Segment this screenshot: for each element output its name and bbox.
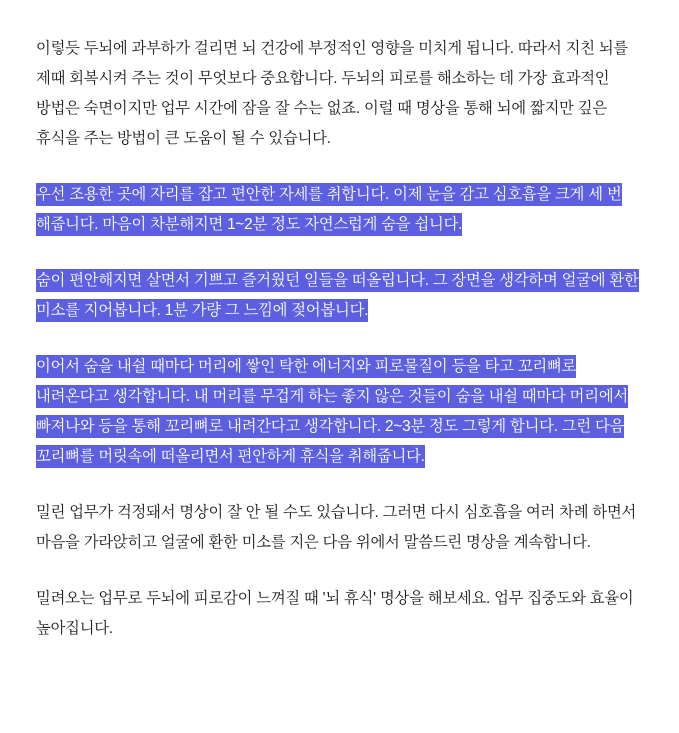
paragraph-step-2[interactable]: [36, 266, 643, 326]
paragraph-step-3[interactable]: [36, 352, 643, 472]
highlighted-text[interactable]: 숨이 편안해지면 살면서 기쁘고 즐거웠던 일들을 떠올립니다. 그 장면을 생각하며 얼굴에 환한 미소를 지어봅니다. 1분 가량 그 느낌에 젖어봅니다.: [36, 269, 639, 322]
paragraph-note: [36, 498, 643, 558]
paragraph-text: 이렇듯 두뇌에 과부하가 걸리면 뇌 건강에 부정적인 영향을 미치게 됩니다. 따라서 지친 뇌를 제때 회복시켜 주는 것이 무엇보다 중요합니다. 두뇌의 피로를 해소하는 데 가장 효과적인 방법은 숙면이지만 업무 시간에 잠을 잘 수는 없죠. 이럴 때 명상을 통해 뇌에 짧지만 깊은 휴식을 주는 방법이 큰 도움이 될 수 있습니다.: [36, 40, 628, 147]
paragraph-step-1[interactable]: [36, 180, 643, 240]
paragraph-closing: [36, 584, 643, 644]
paragraph-text: 밀려오는 업무로 두뇌에 피로감이 느껴질 때 '뇌 휴식' 명상을 해보세요. 업무 집중도와 효율이 높아집니다.: [36, 590, 634, 637]
paragraph-text: 밀린 업무가 걱정돼서 명상이 잘 안 될 수도 있습니다. 그러면 다시 심호흡을 여러 차례 하면서 마음을 가라앉히고 얼굴에 환한 미소를 지은 다음 위에서 말씀드린 명상을 계속합니다.: [36, 504, 637, 551]
paragraph-intro: [36, 34, 643, 154]
highlighted-text[interactable]: 이어서 숨을 내쉴 때마다 머리에 쌓인 탁한 에너지와 피로물질이 등을 타고 꼬리뼈로 내려온다고 생각합니다. 내 머리를 무겁게 하는 좋지 않은 것들이 숨을 내쉴 때마다 머리에서 빠져나와 등을 통해 꼬리뼈로 내려간다고 생각합니다. 2~3분 정도 그렇게 합니다. 그런 다음 꼬리뼈를 머릿속에 떠올리면서 편안하게 휴식을 취해줍니다.: [36, 355, 628, 468]
highlighted-text[interactable]: 우선 조용한 곳에 자리를 잡고 편안한 자세를 취합니다. 이제 눈을 감고 심호흡을 크게 세 번 해줍니다. 마음이 차분해지면 1~2분 정도 자연스럽게 숨을 쉽니다.: [36, 183, 622, 236]
